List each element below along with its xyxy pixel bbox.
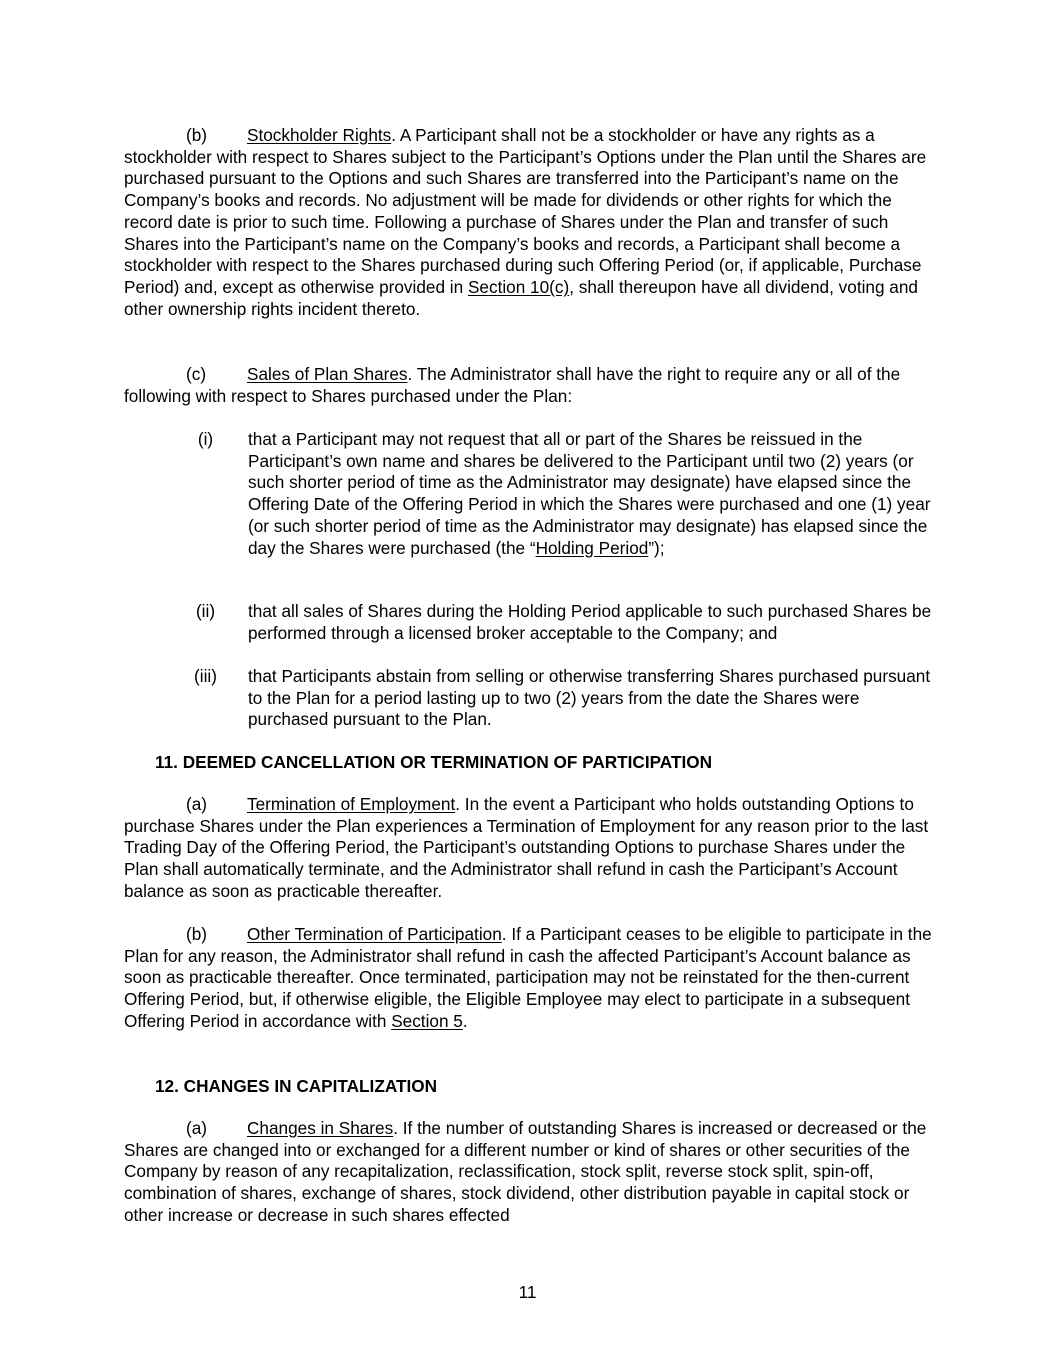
paragraph-title: Sales of Plan Shares — [247, 364, 408, 384]
paragraph-label: (c) — [186, 364, 207, 384]
paragraph-text: . The Administrator shall have the right to require any or all of the following with respect to Shares purchased under the Plan: — [124, 364, 901, 406]
defined-term: Holding Period — [535, 537, 649, 558]
paragraph-title: Changes in Shares — [247, 1118, 394, 1138]
paragraph-text: . If the number of outstanding Shares is increased or decreased or the Shares are changed into or exchanged for a different number or kind of shares or other securities of the Company by reason of any recapitalization, reclassification, stock split, reverse stock split, spin-off, combination of shares, exchange of shares, stock dividend, other distribution payable in capital stock or other increase or decrease in such shares effected — [124, 1118, 927, 1225]
paragraph-label: (a) — [186, 794, 208, 814]
list-item-number: (ii) — [195, 601, 216, 621]
paragraph-text: . If a Participant ceases to be eligible to participate in the Plan for any reason, the Administrator shall refund in cash the affected Participant’s Account balance as soon as practicable thereafter. Once terminated, participation may not be reinstated for the then-current Offering Period, but, if otherwise eligible, the Eligible Employee may elect to participate in a subsequent Offering Period in accordance with — [124, 924, 932, 1031]
cross-reference: Section 5 — [391, 1010, 463, 1031]
paragraph-other-termination: (b) Other Termination of Participation. If a Participant ceases to be eligible to participate in the Plan for any reason, the Administrator shall refund in cash the affected Participant’s Account balance as soon as practicable thereafter. Once terminated, participation may not be reinstated for the then-current Offering Period, but, if otherwise eligible, the Eligible Employee may elect to participate in a subsequent Offering Period in accordance with Section 5. — [124, 924, 932, 1031]
paragraph-text: . A Participant shall not be a stockholder or have any rights as a stockholder with respect to Shares subject to the Participant’s Options under the Plan until the Shares are purchased pursuant to the Options and such Shares are transferred into the Participant’s name on the Company’s books and records. No adjustment will be made for dividends or other rights for which the record date is prior to such time. Following a purchase of Shares under the Plan and transfer of such Shares into the Participant’s name on the Company’s books and records, a Participant shall become a stockholder with respect to the Shares purchased during such Offering Period (or, if applicable, Purchase Period) and, except as otherwise provided in — [124, 125, 927, 297]
section-heading: 12. CHANGES IN CAPITALIZATION — [155, 1076, 438, 1096]
list-item-text: that all sales of Shares during the Holding Period applicable to such purchased Shares be performed through a licensed broker acceptable to the Company; and — [248, 601, 932, 643]
paragraph-title: Stockholder Rights — [247, 125, 392, 145]
paragraph-label: (b) — [186, 125, 208, 145]
paragraph-text: . In the event a Participant who holds outstanding Options to purchase Shares under the Plan experiences a Termination of Employment for any reason prior to the last Trading Day of the Offering Period, the Participant’s outstanding Options to purchase Shares under the Plan shall automatically terminate, and the Administrator shall refund in cash the Participant’s Account balance as soon as practicable thereafter. — [124, 794, 929, 901]
paragraph-title: Termination of Employment — [247, 794, 456, 814]
list-item-number: (i) — [197, 429, 214, 449]
page-number: 11 — [518, 1282, 537, 1302]
list-item-text: that Participants abstain from selling or otherwise transferring Shares purchased pursuant to the Plan for a period lasting up to two (2) years from the date the Shares were purchased pursuant to the Plan. — [248, 666, 931, 730]
section-heading: 11. DEEMED CANCELLATION OR TERMINATION OF PARTICIPATION — [155, 752, 713, 772]
paragraph-sales-of-plan-shares — [124, 364, 936, 407]
paragraph-label: (b) — [186, 924, 208, 944]
paragraph-changes-in-shares — [124, 1118, 936, 1227]
paragraph-label: (a) — [186, 1118, 208, 1138]
paragraph-stockholder-rights — [124, 125, 936, 320]
cross-reference: Section 10(c) — [467, 276, 570, 297]
paragraph-text: , shall thereupon have all dividend, voting and other ownership rights incident thereto. — [124, 276, 918, 319]
paragraph-termination-of-employment — [124, 794, 936, 903]
paragraph-title: Other Termination of Participation — [247, 924, 502, 944]
list-item-text: that a Participant may not request that all or part of the Shares be reissued in the Participant’s own name and shares be delivered to the Participant until two (2) years (or such shorter period of time as the Administrator may designate) have elapsed since the Offering Date of the Offering Period in which the Shares were purchased and one (1) year (or such shorter period of time as the Administrator may designate) has elapsed since the day the Shares were purchased (the “Holding Period”); — [248, 429, 931, 558]
list-item-number: (iii) — [194, 666, 217, 686]
